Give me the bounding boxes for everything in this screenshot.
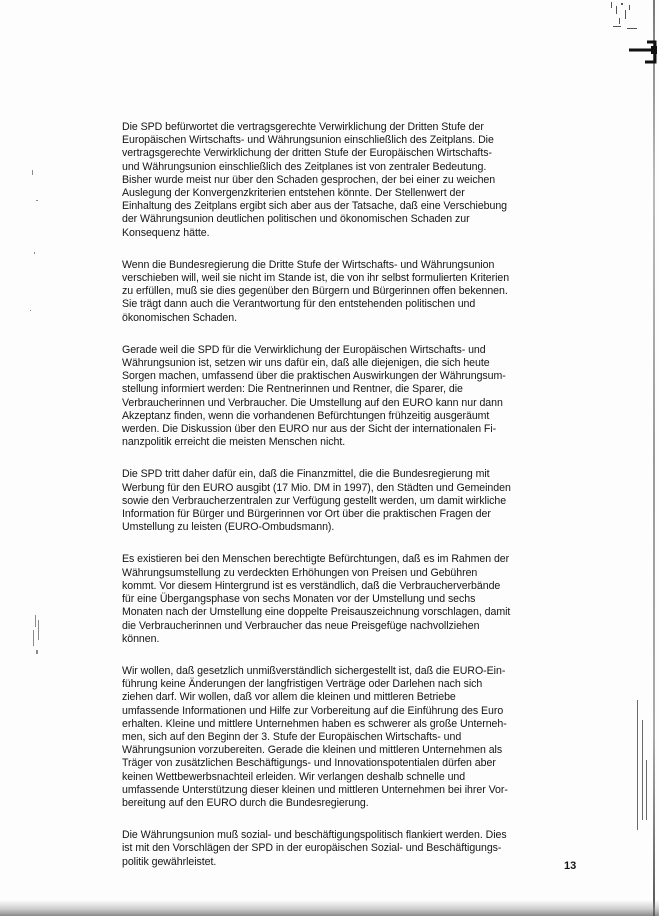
paragraph xyxy=(122,344,536,450)
text-line: Akzeptanz finden, wenn die vorhandenen Befürchtungen frühzeitig ausgeräumt xyxy=(122,409,490,422)
text-line: Es existieren bei den Menschen berechtigte Befürchtungen, daß es im Rahmen der xyxy=(122,553,510,566)
text-line: Verbraucherinnen und Verbraucher. Die Umstellung auf den EURO kann nur dann xyxy=(122,396,503,409)
paragraph xyxy=(122,121,536,240)
text-line: erhalten. Kleine und mittlere Unternehmen haben es schwerer als große Unterneh- xyxy=(122,717,507,730)
text-line: Einhaltung des Zeitplans ergibt sich aber aus der Tatsache, daß eine Verschiebung xyxy=(122,200,508,213)
text-line: und Währungsunion einschließlich des Zeitplanes ist von zentraler Bedeutung. xyxy=(122,160,487,173)
text-line: stellung informiert werden: Die Rentnerinnen und Rentner, die Sparer, die xyxy=(122,383,463,396)
text-line: verschieben will, weil sie nicht im Stande ist, die von ihr selbst formulierten Kriterien xyxy=(122,272,510,285)
text-line: Wir wollen, daß gesetzlich unmißverständlich sichergestellt ist, daß die EURO-Ein- xyxy=(122,664,506,677)
text-line: politik gewährleistet. xyxy=(122,855,217,868)
text-line: Gerade weil die SPD für die Verwirklichung der Europäischen Wirtschafts- und xyxy=(122,343,486,356)
text-line: Umstellung zu leisten (EURO-Ombudsmann). xyxy=(122,521,335,534)
text-line: führung keine Änderungen der langfristigen Verträge oder Darlehen nach sich xyxy=(122,678,483,691)
text-line: Die SPD tritt daher dafür ein, daß die Finanzmittel, die die Bundesregierung mit xyxy=(122,468,490,481)
text-line: Information für Bürger und Bürgerinnen vor Ort über die praktischen Fragen der xyxy=(122,508,491,521)
paragraph xyxy=(122,553,536,645)
text-line: ist mit den Vorschlägen der SPD in der europäischen Sozial- und Beschäftigungs- xyxy=(122,842,502,855)
text-line: Sie trägt dann auch die Verantwortung für den entstehenden politischen und xyxy=(122,298,476,311)
body-text xyxy=(122,121,536,888)
text-line: umfassende Unterstützung dieser kleinen und mittleren Unternehmen bei ihrer Vor- xyxy=(122,783,508,796)
page-number: 13 xyxy=(564,860,577,872)
text-line: nanzpolitik erreicht die meisten Menschen nicht. xyxy=(122,436,346,449)
text-line: Europäischen Wirtschafts- und Währungsunion einschließlich des Zeitplans. Die xyxy=(122,134,494,147)
text-line: kommt. Vor diesem Hintergrund ist es verständlich, daß die Verbraucherverbände xyxy=(122,579,501,592)
scan-margin-lines xyxy=(633,700,649,830)
text-line: ökonomischen Schaden. xyxy=(122,311,237,324)
text-line: Währungsunion vorzubereiten. Gerade die kleinen und mittleren Unternehmen als xyxy=(122,744,503,757)
text-line: können. xyxy=(122,632,160,645)
text-line: Konsequenz hätte. xyxy=(122,226,210,239)
text-line: der Währungsunion deutlichen politischen und ökonomischen Schaden zur xyxy=(122,213,470,226)
scan-corner-mark xyxy=(625,40,659,64)
text-line: die Verbraucherinnen und Verbraucher das neue Preisgefüge nachvollziehen xyxy=(122,619,480,632)
text-line: Wenn die Bundesregierung die Dritte Stufe der Wirtschafts- und Währungsunion xyxy=(122,258,495,271)
text-line: ziehen darf. Wir wollen, daß vor allem die kleinen und mittleren Betriebe xyxy=(122,691,456,704)
text-line: Monaten nach der Umstellung eine doppelte Preisauszeichnung vorschlagen, damit xyxy=(122,606,511,619)
text-line: Sorgen machen, umfassend über die praktischen Auswirkungen der Währungsum- xyxy=(122,370,506,383)
text-line: Bisher wurde meist nur über den Schaden gesprochen, der bei einer zu weichen xyxy=(122,173,496,186)
paragraph xyxy=(122,665,536,810)
scan-edge-shadow xyxy=(653,0,655,916)
text-line: zu erfüllen, muß sie dies gegenüber den Bürgern und Bürgerinnen offen bekennen. xyxy=(122,285,508,298)
text-line: keinen Wettbewerbsnachteil erleiden. Wir verlangen deshalb schnelle und xyxy=(122,770,466,783)
text-line: Währungsunion ist, setzen wir uns dafür ein, daß alle diejenigen, die sich heute xyxy=(122,357,490,370)
text-line: vertragsgerechte Verwirklichung der dritten Stufe der Europäischen Wirtschafts- xyxy=(122,147,492,160)
text-line: Währungsumstellung zu verdeckten Erhöhungen von Preisen und Gebühren xyxy=(122,566,478,579)
scan-margin-speckles xyxy=(26,160,46,660)
paragraph xyxy=(122,468,536,534)
text-line: Auslegung der Konvergenzkriterien entstehen könnte. Der Stellenwert der xyxy=(122,187,465,200)
paragraph xyxy=(122,259,536,325)
text-line: Werbung für den EURO ausgibt (17 Mio. DM in 1997), den Städten und Gemeinden xyxy=(122,481,511,494)
text-line: men, sich auf den Beginn der 3. Stufe der Europäischen Wirtschafts- und xyxy=(122,730,462,743)
text-line: sowie den Verbraucherzentralen zur Verfügung gestellt werden, um damit wirkliche xyxy=(122,494,507,507)
text-line: Die Währungsunion muß sozial- und beschäftigungspolitisch flankiert werden. Dies xyxy=(122,829,507,842)
text-line: Die SPD befürwortet die vertragsgerechte Verwirklichung der Dritten Stufe der xyxy=(122,121,484,133)
text-line: für eine Übergangsphase von sechs Monaten vor der Umstellung und sechs xyxy=(122,593,476,606)
scan-speckle-marks xyxy=(607,0,641,40)
paragraph xyxy=(122,829,536,869)
scan-bottom-shadow xyxy=(0,900,659,916)
text-line: bereitung auf den EURO durch die Bundesregierung. xyxy=(122,796,369,809)
text-line: umfassende Informationen und Hilfe zur Vorbereitung auf die Einführung des Euro xyxy=(122,704,504,717)
text-line: werden. Die Diskussion über den EURO nur aus der Sicht der internationalen Fi- xyxy=(122,423,497,436)
text-line: Träger von zusätzlichen Beschäftigungs- und Innovationspotentialen dürfen aber xyxy=(122,757,496,770)
